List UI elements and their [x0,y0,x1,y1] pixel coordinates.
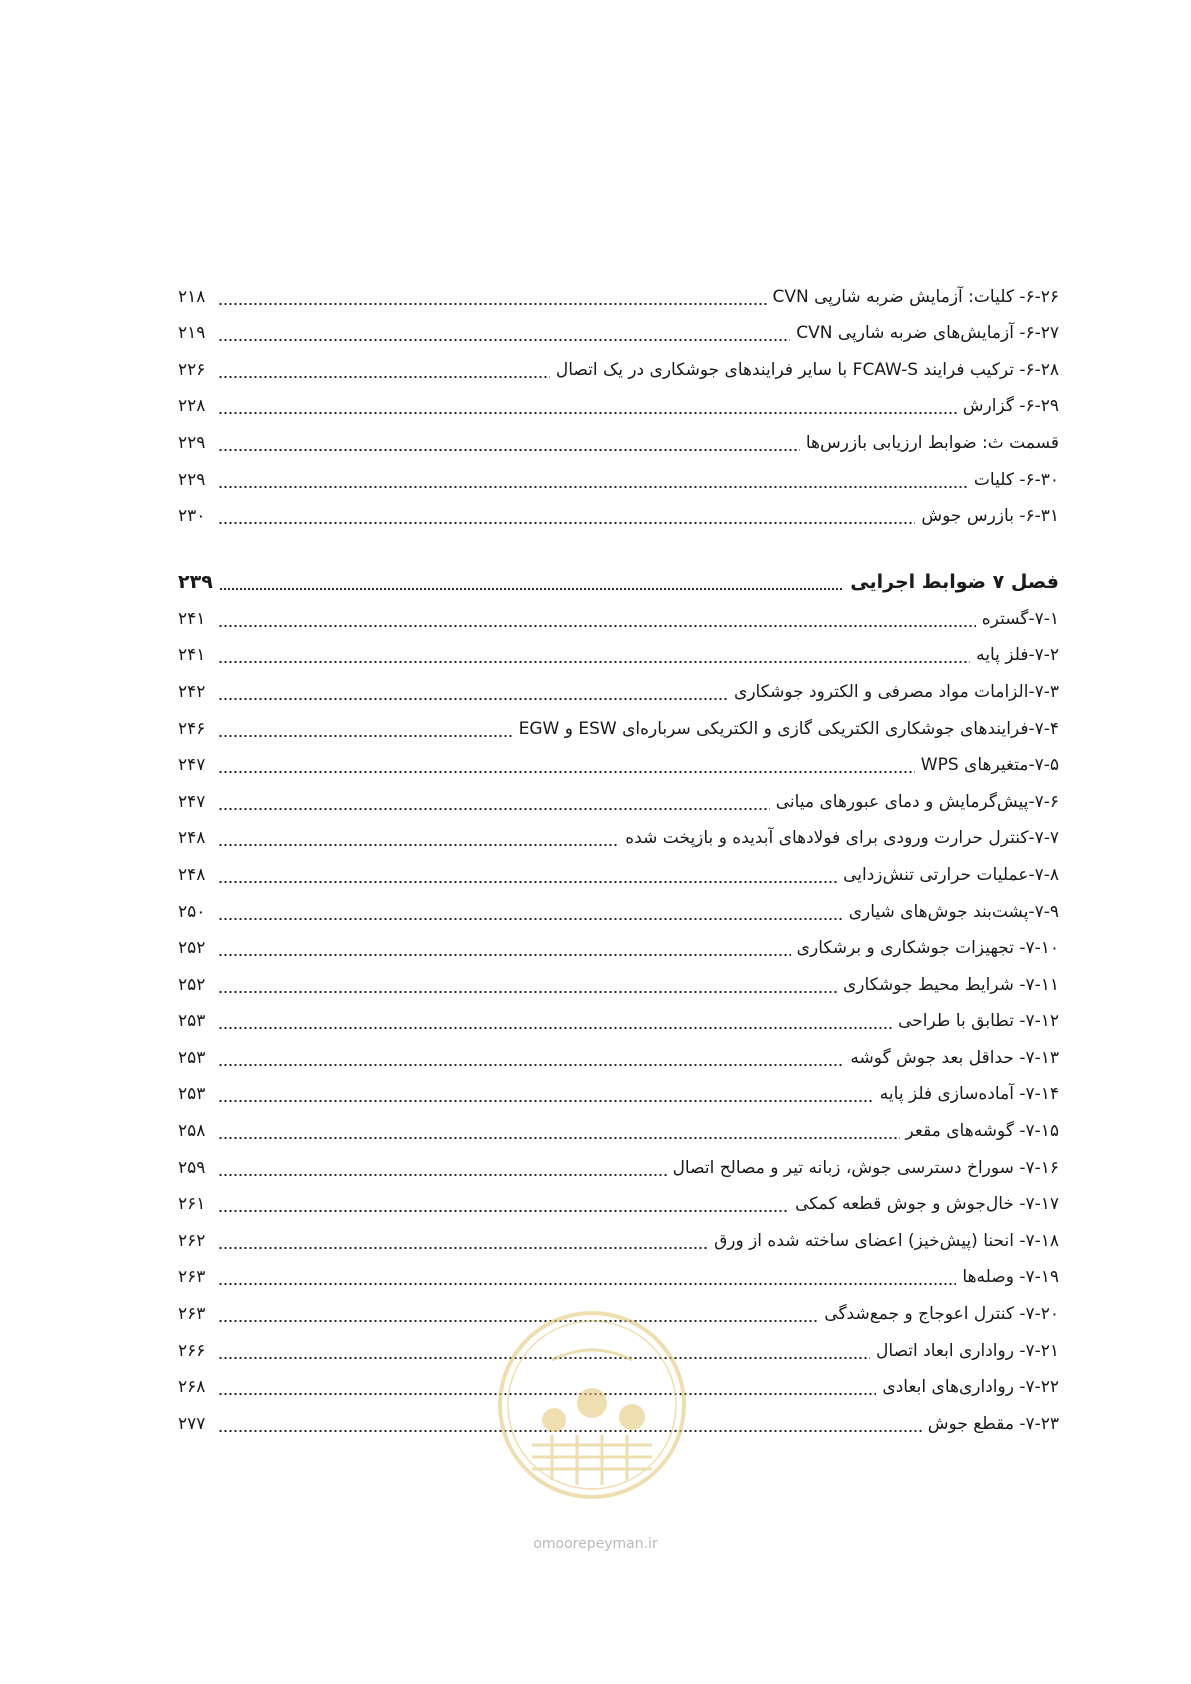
toc-entry-title: ۷-۱۴- آماده‌سازی فلز پایه [879,1084,1059,1105]
toc-entry-title: ۷-۲۲- رواداری‌های ابعادی [882,1377,1059,1398]
dot-leader [218,755,915,775]
toc-entry-title: ۷-۱۶- سوراخ دسترسی جوش، زبانه تیر و مصالح اتصال [672,1157,1059,1178]
dot-leader [218,506,915,526]
dot-leader [218,433,800,453]
toc-page-number: ۲۵۰ [178,901,206,922]
toc-page-number: ۲۷۷ [178,1413,206,1434]
dot-leader [218,1011,892,1031]
toc-row[interactable] [178,812,1059,849]
toc-row[interactable] [178,848,1059,885]
toc-page-number: ۲۴۸ [178,828,206,849]
toc-row[interactable] [178,775,1059,812]
toc-page-number: ۲۲۸ [178,396,206,417]
toc-row[interactable] [178,1178,1059,1215]
toc-entry-title: ۶-۲۹- گزارش [962,396,1059,417]
toc-page-number: ۲۳۰ [178,506,206,527]
toc-page-number: ۲۴۱ [178,608,206,629]
toc-page-number: ۲۲۹ [178,432,206,453]
toc-page-number: ۲۲۹ [178,469,206,490]
toc-page-number: ۲۴۲ [178,681,206,702]
toc-row[interactable] [178,307,1059,344]
toc-entry-title: ۷-۲۱- رواداری ابعاد اتصال [876,1340,1059,1361]
toc-page-number: ۲۵۸ [178,1121,206,1142]
toc-entry-title: ۶-۲۶- کلیات: آزمایش ضربه شارپی CVN [772,286,1059,307]
toc-entry-title: ۷-۹-پشت‌بند جوش‌های شیاری [848,901,1059,922]
toc-page-number: ۲۴۷ [178,791,206,812]
dot-leader [218,719,513,739]
dot-leader [218,1194,789,1214]
toc-row[interactable] [178,629,1059,666]
toc-row[interactable] [178,1251,1059,1288]
dot-leader [218,360,550,380]
toc-page-number: ۲۵۳ [178,1011,206,1032]
toc-row[interactable] [178,490,1059,527]
toc-entry-title: ۶-۳۰- کلیات [973,469,1059,490]
toc-page-number: ۲۴۷ [178,755,206,776]
toc-entry-title: ۷-۱۱- شرایط محیط جوشکاری [842,974,1059,995]
toc-entry-title: فصل ۷ ضوابط اجرایی [850,571,1059,594]
toc-entry-title: ۷-۲-فلز پایه [976,645,1059,666]
toc-entry-title: ۷-۸-عملیات حرارتی تنش‌زدایی [843,864,1059,885]
dot-leader [218,609,976,629]
toc-page-number: ۲۴۶ [178,718,206,739]
toc-row[interactable] [178,702,1059,739]
toc-page-number: ۲۶۳ [178,1304,206,1325]
toc-entry-title: قسمت ث: ضوابط ارزیابی بازرس‌ها [805,432,1059,453]
toc-page-number: ۲۳۹ [178,571,213,594]
toc-row[interactable] [178,665,1059,702]
toc-entry-title: ۷-۱۹- وصله‌ها [962,1267,1059,1288]
toc-row[interactable] [178,885,1059,922]
toc-page-number: ۲۴۱ [178,645,206,666]
dot-leader [218,1231,708,1251]
toc-row[interactable] [178,416,1059,453]
toc-entry-title: ۶-۳۱- بازرس جوش [921,506,1059,527]
toc-row[interactable] [178,958,1059,995]
toc-chapter-row[interactable] [178,540,1059,592]
toc-entry-title: ۷-۱۰- تجهیزات جوشکاری و برشکاری [796,938,1059,959]
toc-page-number: ۲۲۶ [178,359,206,380]
toc-page-number: ۲۵۳ [178,1047,206,1068]
dot-leader [218,975,837,995]
dot-leader [218,1048,844,1068]
toc-page-number: ۲۵۹ [178,1157,206,1178]
watermark-seal-icon [492,1305,692,1505]
toc-row[interactable] [178,453,1059,490]
dot-leader [218,287,767,307]
toc-page-number: ۲۶۸ [178,1377,206,1398]
toc-entry-title: ۷-۴-فرایندهای جوشکاری الکتریکی گازی و الکتریکی سرباره‌ای ESW و EGW [518,718,1059,739]
toc-page-number: ۲۴۸ [178,864,206,885]
dot-leader [218,470,968,490]
toc-entry-title: ۷-۱۸- انحنا (پیش‌خیز) اعضای ساخته شده از ورق [714,1230,1059,1251]
toc-entry-title: ۷-۱-گستره [981,608,1059,629]
toc-entry-title: ۶-۲۸- ترکیب فرایند FCAW-S با سایر فرایندهای جوشکاری در یک اتصال [555,359,1059,380]
toc-row[interactable] [178,995,1059,1032]
toc-row[interactable] [178,592,1059,629]
toc-page-number: ۲۵۲ [178,974,206,995]
toc-page-number: ۲۵۳ [178,1084,206,1105]
toc-entry-title: ۷-۱۷- خال‌جوش و جوش قطعه کمکی [795,1194,1059,1215]
toc-row[interactable] [178,343,1059,380]
toc-page-number: ۲۶۳ [178,1267,206,1288]
dot-leader [218,792,770,812]
toc-row[interactable] [178,922,1059,959]
dot-leader [218,1084,874,1104]
toc-entry-title: ۷-۷-کنترل حرارت ورودی برای فولادهای آبدیده و بازپخت شده [625,828,1059,849]
dot-leader [218,645,970,665]
toc-entry-title: ۷-۱۳- حداقل بعد جوش گوشه [850,1047,1059,1068]
dot-leader [218,682,728,702]
toc-row[interactable] [178,739,1059,776]
toc-row[interactable] [178,270,1059,307]
toc-row[interactable] [178,380,1059,417]
toc-row[interactable] [178,1068,1059,1105]
toc-page-number: ۲۶۲ [178,1230,206,1251]
toc-entry-title: ۷-۶-پیش‌گرمایش و دمای عبورهای میانی [775,791,1059,812]
dot-leader [218,828,619,848]
toc-page-number: ۲۵۲ [178,938,206,959]
toc-row[interactable] [178,1104,1059,1141]
toc-entry-title: ۷-۵-متغیرهای WPS [920,755,1059,776]
toc-entry-title: ۷-۲۳- مقطع جوش [927,1413,1059,1434]
watermark-site: omoorepeyman.ir [533,1536,658,1552]
toc-page-number: ۲۱۸ [178,286,206,307]
toc-page-number: ۲۶۶ [178,1340,206,1361]
dot-leader [218,1121,900,1141]
toc-page-number: ۲۶۱ [178,1194,206,1215]
table-of-contents [178,270,1059,1434]
toc-row[interactable] [178,1031,1059,1068]
toc-entry-title: ۷-۳-الزامات مواد مصرفی و الکترود جوشکاری [734,681,1059,702]
toc-entry-title: ۷-۱۲- تطابق با طراحی [898,1011,1059,1032]
toc-row[interactable] [178,1141,1059,1178]
dot-leader [218,902,843,922]
toc-entry-title: ۶-۲۷- آزمایش‌های ضربه شارپی CVN [796,323,1059,344]
dot-leader [218,938,791,958]
dot-leader [218,396,957,416]
toc-page-number: ۲۱۹ [178,323,206,344]
toc-entry-title: ۷-۱۵- گوشه‌های مقعر [905,1121,1059,1142]
toc-row[interactable] [178,1214,1059,1251]
dot-leader [218,1267,956,1287]
dot-leader [219,572,844,592]
dot-leader [218,323,790,343]
dot-leader [218,1158,667,1178]
toc-entry-title: ۷-۲۰- کنترل اعوجاج و جمع‌شدگی [824,1304,1059,1325]
dot-leader [218,865,837,885]
